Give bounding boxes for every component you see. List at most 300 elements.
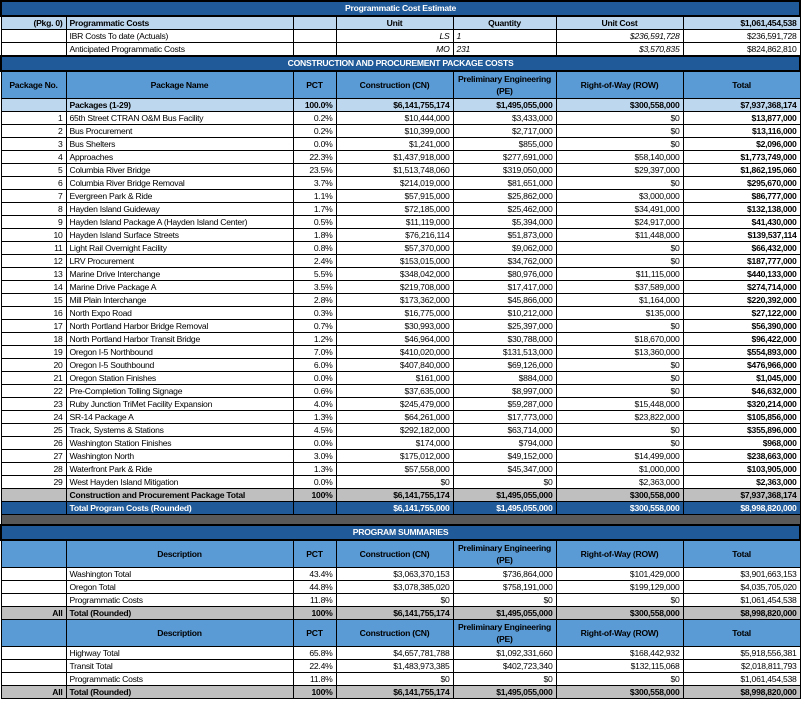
total-cell: $320,214,000	[683, 398, 800, 411]
package-no-cell: 11	[1, 242, 66, 255]
pct-cell: 1.8%	[293, 229, 336, 242]
total-cell: $41,430,000	[683, 216, 800, 229]
engineering-cell: $1,495,055,000	[453, 607, 556, 620]
pct-cell: 100.0%	[293, 99, 336, 112]
pct-cell: 2.4%	[293, 255, 336, 268]
total-cell: $824,862,810	[683, 43, 800, 57]
total-cell: $13,877,000	[683, 112, 800, 125]
package-no-cell: 9	[1, 216, 66, 229]
construction-cell: $245,479,000	[336, 398, 453, 411]
package-no-cell	[1, 647, 66, 660]
name-cell: Highway Total	[66, 647, 293, 660]
construction-cell: $30,993,000	[336, 320, 453, 333]
pct-cell: 3.0%	[293, 450, 336, 463]
column-header-pct: PCT	[293, 71, 336, 99]
right-of-way-cell: $1,000,000	[556, 463, 683, 476]
engineering-cell: $277,691,000	[453, 151, 556, 164]
pct-cell: 6.0%	[293, 359, 336, 372]
programmatic-header-row	[1, 16, 800, 30]
pct-cell: 100%	[293, 489, 336, 502]
name-cell: Bus Shelters	[66, 138, 293, 151]
package-row	[1, 242, 800, 255]
construction-cell: $348,042,000	[336, 268, 453, 281]
package-no-cell: All	[1, 686, 66, 699]
summary-row	[1, 673, 800, 686]
engineering-cell: $1,495,055,000	[453, 99, 556, 112]
package-row	[1, 216, 800, 229]
column-header-name: Package Name	[66, 71, 293, 99]
pct-cell	[293, 502, 336, 515]
right-of-way-cell: $0	[556, 594, 683, 607]
unit-cost-cell: $236,591,728	[556, 30, 683, 43]
package-row	[1, 346, 800, 359]
engineering-cell: $131,513,000	[453, 346, 556, 359]
engineering-cell: $1,495,055,000	[453, 502, 556, 515]
engineering-cell: $736,864,000	[453, 568, 556, 581]
pct-cell: 3.7%	[293, 177, 336, 190]
package-no-cell: 21	[1, 372, 66, 385]
right-of-way-cell: $0	[556, 255, 683, 268]
name-cell: Track, Systems & Stations	[66, 424, 293, 437]
programmatic-row	[1, 43, 800, 57]
right-of-way-cell: $0	[556, 242, 683, 255]
engineering-cell: $45,866,000	[453, 294, 556, 307]
total-cell: $1,045,000	[683, 372, 800, 385]
name-cell: Oregon I-5 Southbound	[66, 359, 293, 372]
name-cell: Pre-Completion Tolling Signage	[66, 385, 293, 398]
engineering-cell: $69,126,000	[453, 359, 556, 372]
column-header-construction: Construction (CN)	[336, 71, 453, 99]
total-cell: $1,061,454,538	[683, 673, 800, 686]
construction-cell: $6,141,755,000	[336, 502, 453, 515]
pct-cell: 0.0%	[293, 138, 336, 151]
right-of-way-cell: $0	[556, 372, 683, 385]
right-of-way-cell: $3,000,000	[556, 190, 683, 203]
package-no-cell: 12	[1, 255, 66, 268]
right-of-way-cell: $14,499,000	[556, 450, 683, 463]
name-cell: Total Program Costs (Rounded)	[66, 502, 293, 515]
package-no-cell: 22	[1, 385, 66, 398]
package-row	[1, 333, 800, 346]
engineering-cell: $0	[453, 673, 556, 686]
package-no-cell	[1, 568, 66, 581]
pct-cell: 23.5%	[293, 164, 336, 177]
name-cell: West Hayden Island Mitigation	[66, 476, 293, 489]
pct-cell: 0.7%	[293, 320, 336, 333]
name-cell: Marine Drive Interchange	[66, 268, 293, 281]
right-of-way-cell: $0	[556, 385, 683, 398]
total-cell: $13,116,000	[683, 125, 800, 138]
engineering-cell: $25,462,000	[453, 203, 556, 216]
package-row	[1, 255, 800, 268]
construction-cell: $57,370,000	[336, 242, 453, 255]
column-header-pct: PCT	[293, 540, 336, 568]
construction-cell: $1,437,918,000	[336, 151, 453, 164]
package-row	[1, 268, 800, 281]
unit-cost-cell: $3,570,835	[556, 43, 683, 57]
right-of-way-cell: $2,363,000	[556, 476, 683, 489]
package-no-cell: 20	[1, 359, 66, 372]
pct-cell: 0.5%	[293, 216, 336, 229]
name-cell: Washington North	[66, 450, 293, 463]
total-cell: $96,422,000	[683, 333, 800, 346]
engineering-cell: $80,976,000	[453, 268, 556, 281]
construction-cell: $175,012,000	[336, 450, 453, 463]
name-cell: Light Rail Overnight Facility	[66, 242, 293, 255]
name-cell: North Portland Harbor Bridge Removal	[66, 320, 293, 333]
total-cell: $1,773,749,000	[683, 151, 800, 164]
quantity-cell: 231	[453, 43, 556, 57]
pct-cell: 22.4%	[293, 660, 336, 673]
pct-cell: 0.8%	[293, 242, 336, 255]
name-cell: Columbia River Bridge Removal	[66, 177, 293, 190]
name-cell: Construction and Procurement Package Total	[66, 489, 293, 502]
package-no-cell: 16	[1, 307, 66, 320]
total-cell: $7,937,368,174	[683, 489, 800, 502]
total-cell: $4,035,705,020	[683, 581, 800, 594]
engineering-cell: $17,773,000	[453, 411, 556, 424]
summary-row	[1, 568, 800, 581]
engineering-cell: $0	[453, 594, 556, 607]
name-cell: Hayden Island Surface Streets	[66, 229, 293, 242]
engineering-cell: $5,394,000	[453, 216, 556, 229]
name-cell: North Portland Harbor Transit Bridge	[66, 333, 293, 346]
name-cell: Oregon Station Finishes	[66, 372, 293, 385]
package-row	[1, 450, 800, 463]
construction-cell: $1,483,973,385	[336, 660, 453, 673]
construction-cell: $4,657,781,788	[336, 647, 453, 660]
name-cell: Approaches	[66, 151, 293, 164]
section-title: PROGRAM SUMMARIES	[1, 525, 800, 540]
engineering-cell: $17,417,000	[453, 281, 556, 294]
right-of-way-cell: $199,129,000	[556, 581, 683, 594]
name-cell: Hayden Island Guideway	[66, 203, 293, 216]
construction-cell: $6,141,755,174	[336, 607, 453, 620]
name-cell: Columbia River Bridge	[66, 164, 293, 177]
pct-cell: 0.2%	[293, 125, 336, 138]
total-cell: $476,966,000	[683, 359, 800, 372]
package-no-cell: 26	[1, 437, 66, 450]
total-cell: $8,998,820,000	[683, 502, 800, 515]
package-no-cell: 2	[1, 125, 66, 138]
name-cell: Washington Total	[66, 568, 293, 581]
quantity-header: Quantity	[453, 16, 556, 30]
name-cell: Hayden Island Package A (Hayden Island Center)	[66, 216, 293, 229]
name-cell: Oregon I-5 Northbound	[66, 346, 293, 359]
right-of-way-cell: $24,917,000	[556, 216, 683, 229]
engineering-cell: $34,762,000	[453, 255, 556, 268]
package-no-cell: 27	[1, 450, 66, 463]
construction-cell: $6,141,755,174	[336, 489, 453, 502]
construction-cell: $174,000	[336, 437, 453, 450]
column-header-right-of-way: Right-of-Way (ROW)	[556, 620, 683, 647]
construction-cell: $1,241,000	[336, 138, 453, 151]
engineering-cell: $2,717,000	[453, 125, 556, 138]
construction-cell: $214,019,000	[336, 177, 453, 190]
construction-cell: $0	[336, 594, 453, 607]
total-cell: $2,363,000	[683, 476, 800, 489]
package-no-cell	[1, 502, 66, 515]
column-header-package-no	[1, 620, 66, 647]
engineering-cell: $794,000	[453, 437, 556, 450]
name-cell: Programmatic Costs	[66, 594, 293, 607]
package-row	[1, 359, 800, 372]
column-header-row	[1, 71, 800, 99]
construction-cell: $219,708,000	[336, 281, 453, 294]
right-of-way-cell: $132,115,068	[556, 660, 683, 673]
quantity-cell: 1	[453, 30, 556, 43]
engineering-cell: $884,000	[453, 372, 556, 385]
summary-row	[1, 647, 800, 660]
package-row	[1, 385, 800, 398]
name-cell: North Expo Road	[66, 307, 293, 320]
engineering-cell: $59,287,000	[453, 398, 556, 411]
right-of-way-cell: $300,558,000	[556, 607, 683, 620]
engineering-cell: $25,862,000	[453, 190, 556, 203]
engineering-cell: $758,191,000	[453, 581, 556, 594]
column-header-engineering: Preliminary Engineering (PE)	[453, 620, 556, 647]
column-header-construction: Construction (CN)	[336, 540, 453, 568]
total-cell: $220,392,000	[683, 294, 800, 307]
package-no-cell: 29	[1, 476, 66, 489]
engineering-cell: $402,723,340	[453, 660, 556, 673]
engineering-cell: $8,997,000	[453, 385, 556, 398]
programmatic-row	[1, 30, 800, 43]
construction-cell: $0	[336, 673, 453, 686]
cell	[293, 30, 336, 43]
engineering-cell: $319,050,000	[453, 164, 556, 177]
total-cell: $3,901,663,153	[683, 568, 800, 581]
right-of-way-cell: $34,491,000	[556, 203, 683, 216]
cell	[1, 30, 66, 43]
pct-cell: 100%	[293, 686, 336, 699]
right-of-way-cell: $15,448,000	[556, 398, 683, 411]
package-no-cell: 3	[1, 138, 66, 151]
package-row	[1, 177, 800, 190]
pct-cell: 4.5%	[293, 424, 336, 437]
package-no-cell: (Pkg. 0)	[1, 16, 66, 30]
total-cell: $295,670,000	[683, 177, 800, 190]
column-header-pct: PCT	[293, 620, 336, 647]
right-of-way-cell: $101,429,000	[556, 568, 683, 581]
total-cell: $968,000	[683, 437, 800, 450]
column-header-row	[1, 620, 800, 647]
construction-cell: $16,775,000	[336, 307, 453, 320]
pct-cell: 65.8%	[293, 647, 336, 660]
column-header-name: Description	[66, 540, 293, 568]
right-of-way-cell: $0	[556, 673, 683, 686]
right-of-way-cell: $0	[556, 112, 683, 125]
cell	[1, 99, 66, 112]
name-cell: Programmatic Costs	[66, 16, 293, 30]
pct-cell: 1.2%	[293, 333, 336, 346]
package-no-cell	[1, 673, 66, 686]
engineering-cell: $1,495,055,000	[453, 489, 556, 502]
right-of-way-cell: $0	[556, 359, 683, 372]
summary-row	[1, 660, 800, 673]
total-cell: $355,896,000	[683, 424, 800, 437]
pct-cell: 7.0%	[293, 346, 336, 359]
right-of-way-cell: $23,822,000	[556, 411, 683, 424]
total-cell: $8,998,820,000	[683, 607, 800, 620]
right-of-way-cell: $300,558,000	[556, 489, 683, 502]
summary-row	[1, 594, 800, 607]
total-cell: $5,918,556,381	[683, 647, 800, 660]
section-title-packages	[1, 56, 800, 71]
package-row	[1, 164, 800, 177]
unit-cost-header: Unit Cost	[556, 16, 683, 30]
package-row	[1, 203, 800, 216]
column-header-total: Total	[683, 540, 800, 568]
separator-band	[1, 515, 800, 526]
package-no-cell: 28	[1, 463, 66, 476]
pct-cell: 0.0%	[293, 437, 336, 450]
package-row	[1, 190, 800, 203]
engineering-cell: $855,000	[453, 138, 556, 151]
pct-cell: 0.0%	[293, 372, 336, 385]
cell	[1, 43, 66, 57]
package-row	[1, 424, 800, 437]
construction-cell: $6,141,755,174	[336, 99, 453, 112]
pct-cell: 11.8%	[293, 673, 336, 686]
name-cell: Transit Total	[66, 660, 293, 673]
package-no-cell: 25	[1, 424, 66, 437]
name-cell: Ruby Junction TriMet Facility Expansion	[66, 398, 293, 411]
pct-cell: 0.3%	[293, 307, 336, 320]
column-header-engineering: Preliminary Engineering (PE)	[453, 71, 556, 99]
right-of-way-cell: $11,115,000	[556, 268, 683, 281]
engineering-cell: $49,152,000	[453, 450, 556, 463]
column-header-row	[1, 540, 800, 568]
package-no-cell: 5	[1, 164, 66, 177]
summary-row	[1, 581, 800, 594]
column-header-right-of-way: Right-of-Way (ROW)	[556, 540, 683, 568]
packages-summary-row	[1, 99, 800, 112]
page-title	[1, 1, 800, 16]
name-cell: Programmatic Costs	[66, 673, 293, 686]
total-cell: $554,893,000	[683, 346, 800, 359]
column-header-package-no	[1, 540, 66, 568]
package-no-cell: 23	[1, 398, 66, 411]
right-of-way-cell: $13,360,000	[556, 346, 683, 359]
package-no-cell: 6	[1, 177, 66, 190]
column-header-construction: Construction (CN)	[336, 620, 453, 647]
total-cell: $86,777,000	[683, 190, 800, 203]
pct-cell: 0.0%	[293, 476, 336, 489]
right-of-way-cell: $300,558,000	[556, 502, 683, 515]
unit-header: Unit	[336, 16, 453, 30]
right-of-way-cell: $0	[556, 320, 683, 333]
name-cell: Marine Drive Package A	[66, 281, 293, 294]
total-cell: $274,714,000	[683, 281, 800, 294]
pct-cell: 1.1%	[293, 190, 336, 203]
package-row	[1, 281, 800, 294]
package-row	[1, 320, 800, 333]
construction-cell: $11,119,000	[336, 216, 453, 229]
total-cell: $132,138,000	[683, 203, 800, 216]
name-cell: Bus Procurement	[66, 125, 293, 138]
package-no-cell	[1, 594, 66, 607]
pct-cell: 0.2%	[293, 112, 336, 125]
name-cell: Total (Rounded)	[66, 686, 293, 699]
package-no-cell: 15	[1, 294, 66, 307]
right-of-way-cell: $37,589,000	[556, 281, 683, 294]
right-of-way-cell: $0	[556, 138, 683, 151]
construction-cell: $76,216,114	[336, 229, 453, 242]
name-cell: Anticipated Programmatic Costs	[66, 43, 293, 57]
package-row	[1, 307, 800, 320]
column-header-total: Total	[683, 71, 800, 99]
section-title-summaries	[1, 525, 800, 540]
package-row	[1, 294, 800, 307]
pct-cell: 1.3%	[293, 411, 336, 424]
total-cell: $56,390,000	[683, 320, 800, 333]
pct-cell: 2.8%	[293, 294, 336, 307]
engineering-cell: $10,212,000	[453, 307, 556, 320]
column-header-right-of-way: Right-of-Way (ROW)	[556, 71, 683, 99]
pct-cell: 5.5%	[293, 268, 336, 281]
name-cell: Packages (1-29)	[66, 99, 293, 112]
package-row	[1, 398, 800, 411]
column-header-total: Total	[683, 620, 800, 647]
construction-cell: $161,000	[336, 372, 453, 385]
package-no-cell: 7	[1, 190, 66, 203]
right-of-way-cell: $18,670,000	[556, 333, 683, 346]
right-of-way-cell: $0	[556, 125, 683, 138]
right-of-way-cell: $11,448,000	[556, 229, 683, 242]
construction-cell: $1,513,748,060	[336, 164, 453, 177]
section-title: Programmatic Cost Estimate	[1, 1, 800, 16]
construction-cell: $57,915,000	[336, 190, 453, 203]
construction-cell: $64,261,000	[336, 411, 453, 424]
unit-cell: MO	[336, 43, 453, 57]
total-cell: $1,061,454,538	[683, 16, 800, 30]
right-of-way-cell: $0	[556, 424, 683, 437]
engineering-cell: $81,651,000	[453, 177, 556, 190]
engineering-cell: $45,347,000	[453, 463, 556, 476]
package-no-cell	[1, 581, 66, 594]
pct-cell: 1.3%	[293, 463, 336, 476]
total-cell: $8,998,820,000	[683, 686, 800, 699]
construction-cell: $10,444,000	[336, 112, 453, 125]
engineering-cell: $1,495,055,000	[453, 686, 556, 699]
package-row	[1, 125, 800, 138]
name-cell: 65th Street CTRAN O&M Bus Facility	[66, 112, 293, 125]
engineering-cell: $30,788,000	[453, 333, 556, 346]
engineering-cell: $25,397,000	[453, 320, 556, 333]
summary-total-row	[1, 686, 800, 699]
package-no-cell: 14	[1, 281, 66, 294]
column-header-name: Description	[66, 620, 293, 647]
construction-cell: $292,182,000	[336, 424, 453, 437]
total-cell: $236,591,728	[683, 30, 800, 43]
program-total-row	[1, 502, 800, 515]
package-no-cell: 17	[1, 320, 66, 333]
construction-cell: $37,635,000	[336, 385, 453, 398]
column-header-engineering: Preliminary Engineering (PE)	[453, 540, 556, 568]
right-of-way-cell: $300,558,000	[556, 99, 683, 112]
right-of-way-cell: $168,442,932	[556, 647, 683, 660]
right-of-way-cell: $58,140,000	[556, 151, 683, 164]
construction-cell: $72,185,000	[336, 203, 453, 216]
name-cell: Total (Rounded)	[66, 607, 293, 620]
total-cell: $2,096,000	[683, 138, 800, 151]
right-of-way-cell: $0	[556, 177, 683, 190]
package-no-cell: 8	[1, 203, 66, 216]
total-cell: $139,537,114	[683, 229, 800, 242]
pct-cell: 11.8%	[293, 594, 336, 607]
column-header-package-no: Package No.	[1, 71, 66, 99]
